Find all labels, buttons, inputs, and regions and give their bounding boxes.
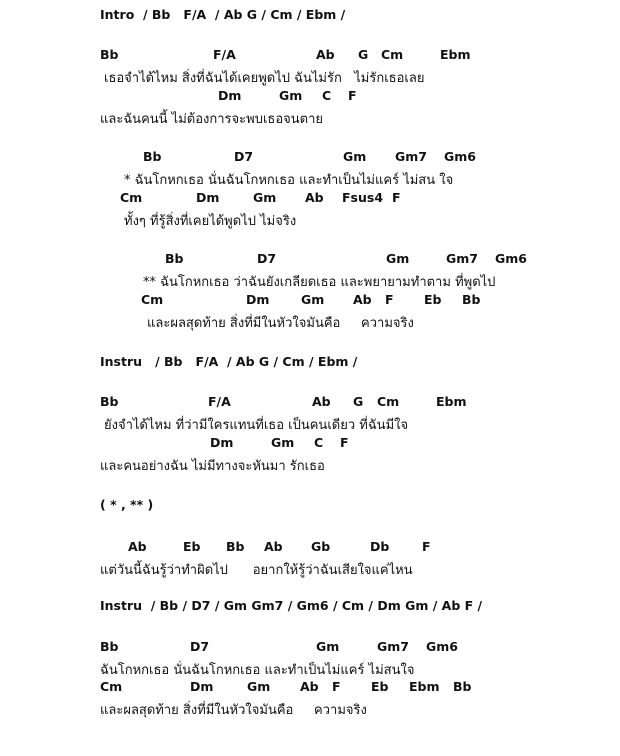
- chord: Gm: [253, 190, 277, 205]
- chord: D7: [257, 251, 277, 266]
- lyric-text: ** ฉันโกหกเธอ ว่าฉันยังเกลียดเธอ และพยายามทำตาม ที่พูดไป: [143, 275, 496, 290]
- lyric-line: [0, 659, 415, 679]
- lyric-line: [0, 559, 413, 579]
- chord: Bb: [165, 251, 184, 266]
- chord: G: [358, 47, 369, 62]
- chord: Cm: [141, 292, 164, 307]
- chord: Db: [370, 539, 390, 554]
- instru-label: Instru / Bb / D7 / Gm Gm7 / Gm6 / Cm / Dm Gm / Ab F /: [100, 598, 483, 613]
- chord: Bb: [226, 539, 245, 554]
- chord: Gm: [301, 292, 325, 307]
- chord: Ebm: [409, 679, 440, 694]
- chord: G: [353, 394, 364, 409]
- lyric-line: [0, 699, 367, 719]
- chord: F: [385, 292, 394, 307]
- chord: Dm: [246, 292, 270, 307]
- chord: D7: [190, 639, 210, 654]
- chord: Bb: [462, 292, 481, 307]
- chord: Cm: [381, 47, 404, 62]
- chord: Gm6: [426, 639, 458, 654]
- lyric-text: ฉันโกหกเธอ นั่นฉันโกหกเธอ และทำเป็นไม่แคร์ ไม่สนใจ: [100, 663, 415, 678]
- chord: C: [322, 88, 332, 103]
- lyric-line: [0, 312, 414, 332]
- lyric-text: เธอจำได้ไหม สิ่งที่ฉันได้เคยพูดไป ฉันไม่รัก ไม่รักเธอเลย: [104, 71, 425, 86]
- chord: Bb: [100, 394, 119, 409]
- chord: Eb: [183, 539, 201, 554]
- lyric-line: [0, 67, 425, 87]
- chord: Cm: [377, 394, 400, 409]
- lyric-text: และฉันคนนี้ ไม่ต้องการจะพบเธอจนตาย: [100, 112, 323, 127]
- chord: Gm7: [377, 639, 409, 654]
- instru-line: [0, 354, 358, 374]
- chord: Ab: [312, 394, 331, 409]
- chord: F/A: [213, 47, 236, 62]
- intro-line: [0, 7, 346, 27]
- chord: F: [332, 679, 341, 694]
- instru-line: [0, 598, 483, 618]
- chord: F: [340, 435, 349, 450]
- chord: Ebm: [436, 394, 467, 409]
- chord: Gm: [316, 639, 340, 654]
- chord: Eb: [371, 679, 389, 694]
- chord: C: [314, 435, 324, 450]
- intro-label: Intro / Bb F/A / Ab G / Cm / Ebm /: [100, 7, 346, 22]
- chord: Ab: [128, 539, 147, 554]
- chord: Ab: [300, 679, 319, 694]
- lyric-line: [0, 455, 325, 475]
- lyric-line: [0, 414, 409, 434]
- chord: F: [392, 190, 401, 205]
- repeat-marker: ( * , ** ): [100, 497, 154, 512]
- lyric-text: * ฉันโกหกเธอ นั่นฉันโกหกเธอ และทำเป็นไม่แคร์ ไม่สน ใจ: [124, 173, 454, 188]
- lyric-line: [0, 108, 323, 128]
- chord: Ab: [264, 539, 283, 554]
- lyric-text: และคนอย่างฉัน ไม่มีทางจะหันมา รักเธอ: [100, 459, 325, 474]
- lyric-text: ยังจำได้ไหม ที่ว่ามีใครแทนที่เธอ เป็นคนเดียว ที่ฉันมีใจ: [104, 418, 409, 433]
- chord: Gm: [279, 88, 303, 103]
- chord: Gm: [271, 435, 295, 450]
- lyric-line: [0, 169, 454, 189]
- chord: Ab: [353, 292, 372, 307]
- lyric-line: [0, 210, 297, 230]
- chord: Ebm: [440, 47, 471, 62]
- chord: Gm6: [495, 251, 527, 266]
- chord: Bb: [100, 47, 119, 62]
- chord: Bb: [453, 679, 472, 694]
- lyric-line: [0, 271, 496, 291]
- chord: Dm: [210, 435, 234, 450]
- chord: Gm7: [395, 149, 427, 164]
- chord: Gm: [386, 251, 410, 266]
- chord: Eb: [424, 292, 442, 307]
- chord: Cm: [100, 679, 123, 694]
- lyric-text: ทั้งๆ ที่รู้สิ่งที่เคยได้พูดไป ไม่จริง: [124, 214, 297, 229]
- chord: Gm7: [446, 251, 478, 266]
- lyric-text: และผลสุดท้าย สิ่งที่มีในหัวใจมันคือ ความจริง: [147, 316, 414, 331]
- chord: Bb: [100, 639, 119, 654]
- lyric-text: แต่วันนี้ฉันรู้ว่าทำผิดไป อยากให้รู้ว่าฉันเสียใจแค่ไหน: [100, 563, 413, 578]
- chord: F: [348, 88, 357, 103]
- chord: Gm6: [444, 149, 476, 164]
- chord: Ab: [305, 190, 324, 205]
- instru-label: Instru / Bb F/A / Ab G / Cm / Ebm /: [100, 354, 358, 369]
- chord: Cm: [120, 190, 143, 205]
- chord: Bb: [143, 149, 162, 164]
- chord: Gb: [311, 539, 331, 554]
- chord: F/A: [208, 394, 231, 409]
- chord: Dm: [196, 190, 220, 205]
- chord: Ab: [316, 47, 335, 62]
- chord: Gm: [343, 149, 367, 164]
- chord: Gm: [247, 679, 271, 694]
- lyric-text: และผลสุดท้าย สิ่งที่มีในหัวใจมันคือ ความจริง: [100, 703, 367, 718]
- chord: F: [422, 539, 431, 554]
- chord: Dm: [190, 679, 214, 694]
- chord: D7: [234, 149, 254, 164]
- chord: Dm: [218, 88, 242, 103]
- repeat-marker-line: [0, 497, 154, 517]
- chord: Fsus4: [342, 190, 384, 205]
